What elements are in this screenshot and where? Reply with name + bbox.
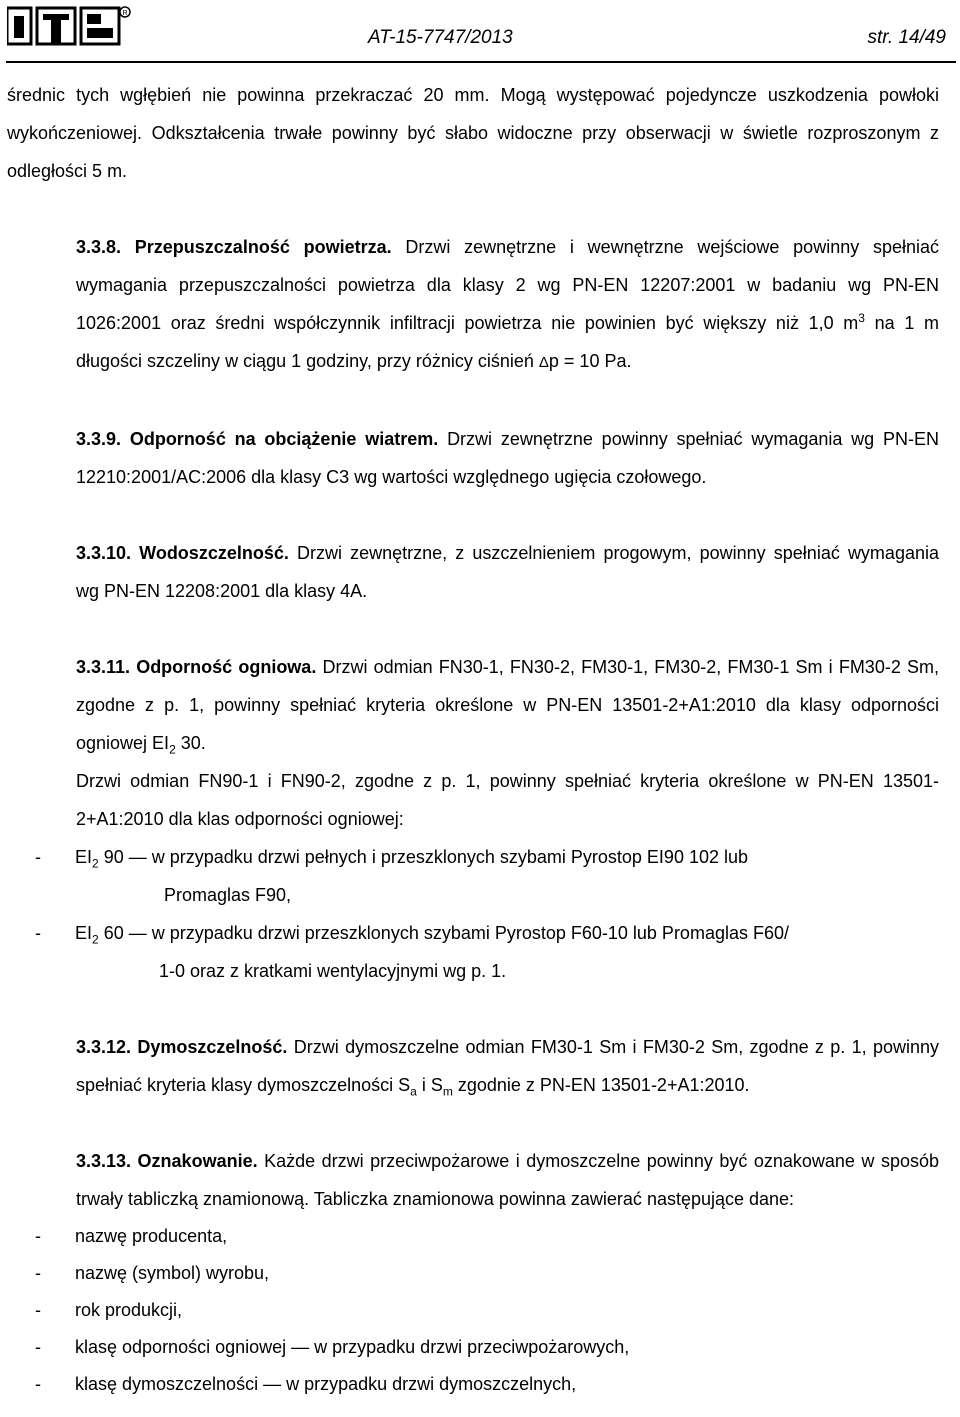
subscript: 2 [92, 856, 99, 871]
list-item [7, 1292, 939, 1329]
list-item [7, 1366, 939, 1403]
section-heading: 3.3.13. Oznakowanie. [76, 1151, 258, 1171]
svg-text:R: R [122, 10, 128, 17]
document-number: AT-15-7747/2013 [368, 27, 513, 48]
section-text: p = 10 Pa. [548, 351, 632, 371]
page-number: str. 14/49 [867, 27, 946, 48]
section-heading: 3.3.11. Odporność ogniowa. [76, 657, 317, 677]
subscript: a [410, 1084, 417, 1099]
section-3-3-9 [7, 420, 939, 496]
list-item-continuation: 1-0 oraz z kratkami wentylacyjnymi wg p. 1. [159, 961, 507, 981]
list-dash: - [35, 1300, 41, 1320]
section-heading: 3.3.9. Odporność na obciążenie wiatrem. [76, 429, 439, 449]
list-text: EI [75, 847, 93, 867]
section-text: i S [416, 1075, 443, 1095]
section-3-3-10 [7, 534, 939, 610]
subscript: 2 [92, 932, 99, 947]
section-3-3-12 [7, 1028, 939, 1104]
list-text: klasę odporności ogniowej — w przypadku drzwi przeciwpożarowych, [75, 1337, 630, 1357]
list-dash: - [35, 847, 41, 867]
section-text: Drzwi zewnętrzne i wewnętrzne wejściowe powinny spełniać wymagania przepuszczalności powietrza dla klasy 2 wg PN-EN 12207:2001 w badaniu wg PN-EN 1026:2001 oraz średni współczynnik infiltracji powietrza nie powinien być większy niż 1,0 m [76, 237, 939, 333]
list-text: nazwę (symbol) wyrobu, [75, 1263, 270, 1283]
section-3-3-8 [7, 228, 939, 382]
section-text: 30. [175, 733, 206, 753]
section-heading: 3.3.10. Wodoszczelność. [76, 543, 289, 563]
section-3-3-13 [7, 1142, 939, 1218]
section-heading: 3.3.8. Przepuszczalność powietrza. [76, 237, 392, 257]
list-item [7, 1255, 939, 1292]
subscript: 2 [169, 742, 176, 757]
subscript: m [442, 1084, 453, 1099]
list-item [7, 1218, 939, 1255]
list-dash: - [35, 1337, 41, 1357]
section-3-3-11-p2: Drzwi odmian FN90-1 i FN90-2, zgodne z p. 1, powinny spełniać kryteria określone w PN-EN 13501-2+A1:2010 dla klas odporności ogniowej: [76, 771, 939, 829]
document-body [7, 76, 939, 1403]
list-text: 60 — w przypadku drzwi przeszklonych szybami Pyrostop F60-10 lub Promaglas F60/ [98, 923, 789, 943]
list-dash: - [35, 923, 41, 943]
list-text: klasę dymoszczelności — w przypadku drzwi dymoszczelnych, [75, 1374, 577, 1394]
section-text: zgodnie z PN-EN 13501-2+A1:2010. [452, 1075, 750, 1095]
section-text: Drzwi odmian FN30-1, FN30-2, FM30-1, FM30-2, FM30-1 Sm i FM30-2 Sm, zgodne z p. 1, powinny spełniać kryteria określone w PN-EN 13501-2+A1:2010 dla klasy odporności ogniowej EI [76, 657, 939, 753]
list-item [7, 838, 939, 876]
section-heading: 3.3.12. Dymoszczelność. [76, 1037, 288, 1057]
section-text: na 1 m długości szczeliny w ciągu 1 godziny, przy różnicy ciśnień [76, 313, 939, 371]
list-item [7, 1329, 939, 1366]
section-text: Każde drzwi przeciwpożarowe i dymoszczelne powinny być oznakowane w sposób trwały tabliczką znamionową. Tabliczka znamionowa powinna zawierać następujące dane: [76, 1151, 939, 1209]
list-dash: - [35, 1226, 41, 1246]
list-dash: - [35, 1374, 41, 1394]
superscript: 3 [858, 311, 865, 325]
list-text: EI [75, 923, 93, 943]
page-header [0, 0, 960, 64]
paragraph-continuation: średnic tych wgłębień nie powinna przekraczać 20 mm. Mogą występować pojedyncze uszkodzenia powłoki wykończeniowej. Odkształcenia trwałe powinny być słabo widoczne przy obserwacji w świetle rozproszonym z odległości 5 m. [7, 85, 939, 181]
list-text: nazwę producenta, [75, 1226, 228, 1246]
list-item [7, 914, 939, 952]
section-text: Drzwi zewnętrzne, z uszczelnieniem progowym, powinny spełniać wymagania wg PN-EN 12208:2001 dla klasy 4A. [76, 543, 939, 601]
section-text: Drzwi zewnętrzne powinny spełniać wymagania wg PN-EN 12210:2001/AC:2006 dla klasy C3 wg wartości względnego ugięcia czołowego. [76, 429, 939, 487]
list-text: rok produkcji, [75, 1300, 183, 1320]
header-rule [6, 61, 956, 63]
list-item-continuation: Promaglas F90, [164, 885, 292, 905]
section-3-3-11 [7, 648, 939, 762]
section-text: Drzwi dymoszczelne odmian FM30-1 Sm i FM30-2 Sm, zgodne z p. 1, powinny spełniać kryteria klasy dymoszczelności S [76, 1037, 939, 1095]
itb-logo [7, 6, 131, 46]
delta-symbol: Δ [538, 354, 549, 371]
list-dash: - [35, 1263, 41, 1283]
list-text: 90 — w przypadku drzwi pełnych i przeszklonych szybami Pyrostop EI90 102 lub [98, 847, 749, 867]
